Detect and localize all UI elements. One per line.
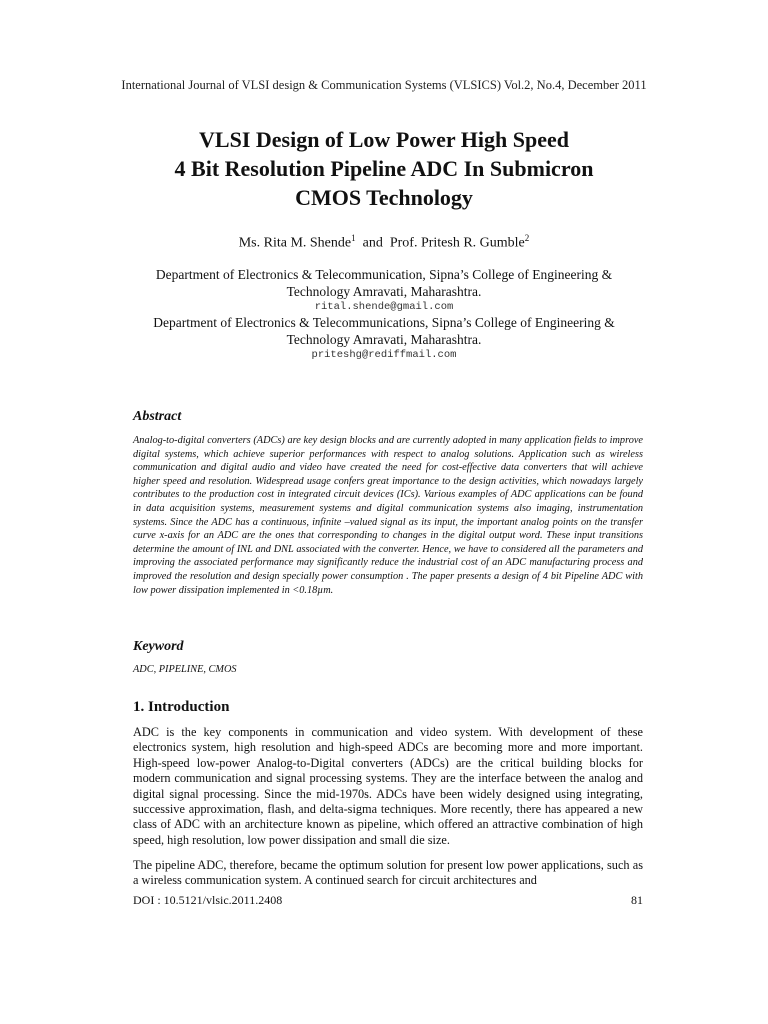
affiliation-1-line-2: Technology Amravati, Maharashtra. [286, 284, 482, 299]
title-line-1: VLSI Design of Low Power High Speed [199, 127, 569, 152]
journal-header: International Journal of VLSI design & Communication Systems (VLSICS) Vol.2, No.4, December 2011 [121, 78, 647, 92]
author-line [0, 233, 768, 252]
title-line-3: CMOS Technology [295, 185, 473, 210]
author-joiner: and [362, 235, 383, 251]
paper-title [0, 125, 768, 212]
introduction-paragraph-2: The pipeline ADC, therefore, became the optimum solution for present low power applications, such as a wireless communication system. A continued search for circuit architectures and [133, 858, 643, 888]
introduction-paragraph-1: ADC is the key components in communication and video system. With development of these electronics system, high resolution and high-speed ADCs are becoming more and more important. High-speed low-power Analog-to-Digital converters (ADCs) are the critical building blocks for modern communication and signal processing systems. They are the interface between the analog and digital signal processing. Since the mid-1970s. ADCs have been widely designed using integrating, successive approximation, flash, and delta-sigma techniques. More recently, there has appeared a new class of ADC with an architecture known as pipeline, which offered an attractive combination of high speed, high resolution, low power dissipation and small die size. [133, 725, 643, 847]
title-line-2: 4 Bit Resolution Pipeline ADC In Submicron [174, 156, 594, 181]
affiliation-2-email[interactable]: priteshg@rediffmail.com [311, 349, 457, 361]
affiliation-2 [130, 314, 638, 363]
author-1-name: Ms. Rita M. Shende [238, 235, 352, 251]
author-1-sup: 1 [351, 233, 356, 243]
affiliation-2-line-2: Technology Amravati, Maharashtra. [286, 332, 482, 347]
page-footer [133, 893, 643, 908]
keyword-text: ADC, PIPELINE, CMOS [133, 664, 237, 675]
abstract-text: Analog-to-digital converters (ADCs) are key design blocks and are currently adopted in many application fields to improve digital systems, which achieve superior performances with respect to analog solutions. Application such as wireless communication and digital audio and video have created the need for cost-effective data converters that will achieve higher speed and resolution. Widespread usage confers great importance to the design activities, which nowadays largely contributes to the production cost in integrated circuit devices (ICs). Various examples of ADC applications can be found in data acquisition systems, measurement systems and digital communication systems also imaging, instrumentation systems. Since the ADC has a continuous, infinite –valued signal as its input, the important analog points on the transfer curve x-axis for an ADC are the ones that corresponding to changes in the digital output word. These input transitions determine the amount of INL and DNL associated with the converter. Hence, we have to considered all the parameters and improving the associated performance may significantly reduce the industrial cost of an ADC manufacturing process and improved the resolution and design specially power consumption . The paper presents a design of 4 bit Pipeline ADC with low power dissipation implemented in <0.18µm. [133, 435, 643, 596]
affiliation-1-line-1: Department of Electronics & Telecommunication, Sipna’s College of Engineering & [155, 267, 613, 282]
doi-text: DOI : 10.5121/vlsic.2011.2408 [133, 893, 283, 907]
affiliation-1-email[interactable]: rital.shende@gmail.com [314, 301, 454, 313]
author-2-sup: 2 [524, 233, 530, 243]
author-2-name: Prof. Pritesh R. Gumble [389, 235, 525, 251]
page-number: 81 [631, 893, 643, 907]
keyword-heading: Keyword [133, 639, 184, 654]
affiliation-1 [130, 266, 638, 315]
introduction-heading: 1. Introduction [133, 699, 230, 715]
abstract-heading: Abstract [133, 409, 182, 424]
affiliation-2-line-1: Department of Electronics & Telecommunications, Sipna’s College of Engineering & [153, 315, 615, 330]
